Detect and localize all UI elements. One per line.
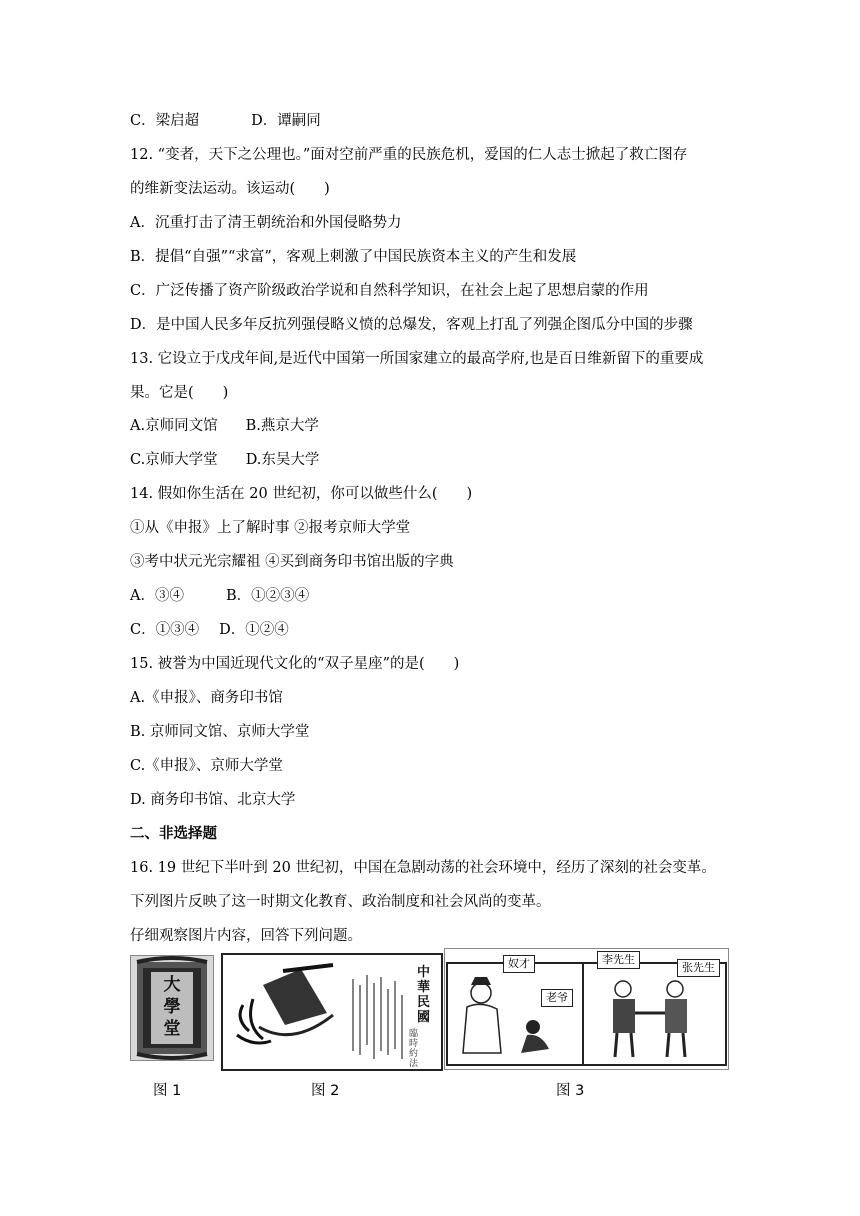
option-line <box>130 450 319 470</box>
question-12-line-1: 12. “变者，天下之公理也。”面对空前严重的民族危机，爱国的仁人志士掀起了救亡图存 <box>130 147 688 163</box>
question-13-line-2: 果。它是( ) <box>130 385 229 401</box>
option-c: C.京师大学堂 <box>130 452 218 468</box>
question-14: 14. 假如你生活在 20 世纪初，你可以做些什么( ) <box>130 486 473 502</box>
poster-subtitle: 臨時約法 <box>409 1029 419 1069</box>
option-b: B．①②③④ <box>225 588 310 604</box>
option-a: A.《申报》、商务印书馆 <box>130 690 283 706</box>
option-line <box>130 586 309 606</box>
figure-1-image <box>130 955 214 1061</box>
question-16-line-3: 仔细观察图片内容，回答下列问题。 <box>130 928 362 944</box>
statement-line-2: ③考中状元光宗耀祖 ④买到商务印书馆出版的字典 <box>130 554 454 570</box>
speech-bubble: 张先生 <box>677 959 720 977</box>
option-c: C．梁启超 <box>130 113 200 129</box>
option-d: D．是中国人民多年反抗列强侵略义愤的总爆发，客观上打乱了列强企图瓜分中国的步骤 <box>130 317 693 333</box>
figure-1-caption: 图 1 <box>153 1083 182 1099</box>
option-c: C.《申报》、京师大学堂 <box>130 758 283 774</box>
figure-2-image <box>221 953 443 1071</box>
option-b: B．提倡“自强”“求富”，客观上刺激了中国民族资本主义的产生和发展 <box>130 249 577 265</box>
figure-3-image <box>444 948 729 1070</box>
figure-3-caption: 图 3 <box>556 1083 585 1099</box>
option-d: D．谭嗣同 <box>251 113 321 129</box>
option-c: C．①③④ <box>130 622 200 638</box>
option-d: D. 商务印书馆、北京大学 <box>130 792 296 808</box>
plaque-char-2: 學 <box>163 997 181 1017</box>
option-line <box>130 111 321 131</box>
plaque-char-1: 大 <box>163 975 181 995</box>
statement-line-1: ①从《申报》上了解时事 ②报考京师大学堂 <box>130 520 411 536</box>
speech-bubble: 老爷 <box>541 989 573 1007</box>
option-a: A.京师同文馆 <box>130 418 218 434</box>
option-line <box>130 620 289 640</box>
question-12-line-2: 的维新变法运动。该运动( ) <box>130 181 330 197</box>
question-16-line-1: 16. 19 世纪下半叶到 20 世纪初，中国在急剧动荡的社会环境中，经历了深刻的社会变革。 <box>130 860 716 876</box>
plaque-char-3: 堂 <box>163 1019 181 1039</box>
question-16-line-2: 下列图片反映了这一时期文化教育、政治制度和社会风尚的变革。 <box>130 894 551 910</box>
question-13-line-1: 13. 它设立于戊戌年间,是近代中国第一所国家建立的最高学府,也是百日维新留下的重要成 <box>130 351 704 367</box>
option-c: C．广泛传播了资产阶级政治学说和自然科学知识，在社会上起了思想启蒙的作用 <box>130 283 649 299</box>
section-heading: 二、非选择题 <box>130 825 217 842</box>
speech-bubble: 李先生 <box>597 951 640 969</box>
plaque-text <box>158 974 186 1040</box>
figure-2-caption: 图 2 <box>311 1083 340 1099</box>
option-line <box>130 416 319 436</box>
option-a: A．③④ <box>130 588 184 604</box>
option-d: D.东吴大学 <box>245 452 320 468</box>
option-b: B.燕京大学 <box>245 418 319 434</box>
poster-title: 中華民國 <box>417 965 431 1025</box>
option-b: B. 京师同文馆、京师大学堂 <box>130 724 310 740</box>
option-a: A．沉重打击了清王朝统治和外国侵略势力 <box>130 215 402 231</box>
speech-bubble: 奴才 <box>503 955 535 973</box>
option-d: D．①②④ <box>219 622 289 638</box>
question-15: 15. 被誉为中国近现代文化的“双子星座”的是( ) <box>130 656 460 672</box>
